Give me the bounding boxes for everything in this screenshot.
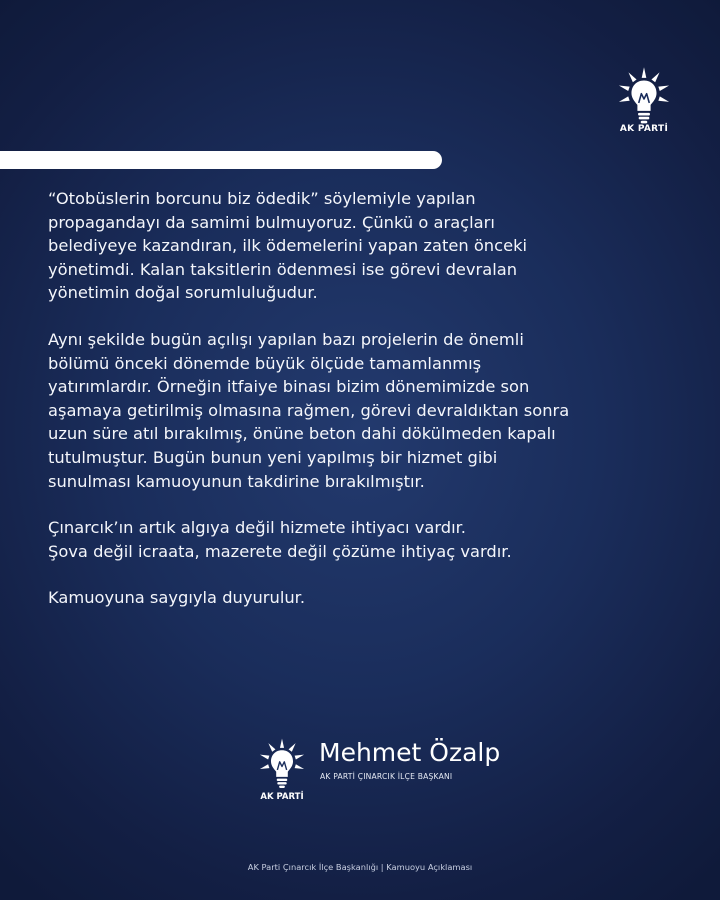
paragraph-2: Aynı şekilde bugün açılışı yapılan bazı projelerin de önemli bölümü önceki dönemde büyük ölçüde tamamlanmış yatırımlardır. Örneğin itfaiye binası bizim dönemimizde son aşamaya getirilmiş olmasına rağmen, görevi devraldıktan sonra uzun süre atıl bırakılmış, önüne beton dahi dökülmeden kapalı tutulmuştur. Bugün bunun yeni yapılmış bir hizmet gibi sunulması kamuoyunun takdirine bırakılmıştır. xyxy=(48,329,570,491)
paragraph-1: “Otobüslerin borcunu biz ödedik” söylemiyle yapılan propagandayı da samimi bulmuyoruz. Çünkü o araçları belediyeye kazandıran, ilk ödemelerini yapan zaten önceki yönetimdi. Kalan taksitlerin ödenmesi ise görevi devralan yönetimin doğal sorumluluğudur. xyxy=(48,189,528,303)
ak-parti-lightbulb-icon xyxy=(611,62,677,128)
logo-text: AK PARTİ xyxy=(619,124,669,134)
signature-logo xyxy=(253,734,311,810)
footer-text: AK Parti Çınarcık İlçe Başkanlığı | Kamuoyu Açıklaması xyxy=(247,862,473,872)
ak-parti-logo xyxy=(611,62,677,144)
accent-bar xyxy=(0,151,442,169)
statement-body xyxy=(48,187,684,633)
signatory-name: Mehmet Özalp xyxy=(319,738,501,767)
ak-parti-lightbulb-icon xyxy=(253,734,311,792)
paragraph-4: Kamuoyuna saygıyla duyurulur. xyxy=(48,588,306,608)
signatory-title: AK PARTİ ÇINARCIK İLÇE BAŞKANI xyxy=(320,772,453,781)
signature-block xyxy=(253,734,543,810)
paragraph-3: Çınarcık’ın artık algıya değil hizmete ihtiyacı vardır. Şova değil icraata, mazerete değil çözüme ihtiyaç vardır. xyxy=(48,518,512,561)
signature-logo-text: AK PARTİ xyxy=(260,792,304,802)
